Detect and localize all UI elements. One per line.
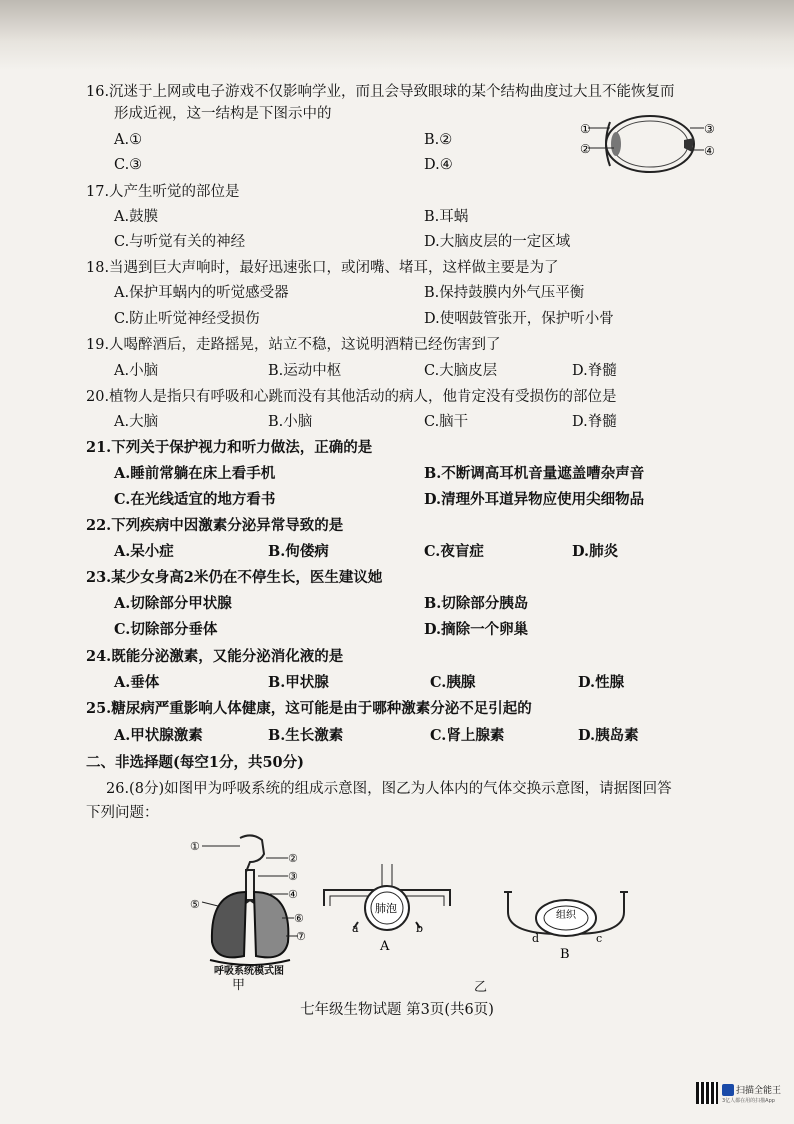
q23-option-a: A.切除部分甲状腺 <box>114 595 232 612</box>
resp-label-4: ④ <box>288 888 298 901</box>
q19-option-d: D.脊髓 <box>572 363 617 379</box>
resp-label-5: ⑤ <box>190 898 200 911</box>
q16-stem-line1: 16.沉迷于上网或电子游戏不仅影响学业，而且会导致眼球的某个结构曲度过大且不能恢复而 <box>86 84 675 100</box>
q25-option-a: A.甲状腺激素 <box>114 727 203 744</box>
exchange-d-label: d <box>532 932 540 945</box>
q16-option-c: C.③ <box>114 157 143 173</box>
scan-top-band <box>0 0 794 70</box>
alveolus-label: 肺泡 <box>375 902 397 915</box>
q17-stem: 17.人产生听觉的部位是 <box>86 184 240 200</box>
exchange-B-caption: B <box>560 947 570 962</box>
q20-option-b: B.小脑 <box>268 414 313 430</box>
q17-option-a: A.鼓膜 <box>114 209 159 225</box>
resp-label-3: ③ <box>288 870 298 883</box>
gas-exchange-alveolus-diagram <box>320 862 460 952</box>
q24-stem: 24.既能分泌激素，又能分泌消化液的是 <box>86 648 344 665</box>
q17-option-d: D.大脑皮层的一定区域 <box>424 234 571 250</box>
q26-stem-line1: 26.(8分)如图甲为呼吸系统的组成示意图，图乙为人体内的气体交换示意图，请据图回答 <box>106 781 672 797</box>
q16-stem-line2: 形成近视，这一结构是下图示中的 <box>114 106 332 122</box>
q25-option-b: B.生长激素 <box>268 727 344 744</box>
eye-label-1: ① <box>580 122 591 136</box>
resp-label-7: ⑦ <box>296 930 306 943</box>
q22-option-d: D.肺炎 <box>572 543 619 560</box>
eye-label-4: ④ <box>704 144 715 158</box>
q17-option-b: B.耳蜗 <box>424 209 469 225</box>
q23-option-b: B.切除部分胰岛 <box>424 595 529 612</box>
q18-option-a: A.保护耳蜗内的听觉感受器 <box>114 285 289 301</box>
q21-option-d: D.清理外耳道异物应使用尖细物品 <box>424 491 645 508</box>
q24-option-a: A.垂体 <box>114 674 160 691</box>
q21-option-a: A.睡前常躺在床上看手机 <box>114 465 276 482</box>
q17-option-c: C.与听觉有关的神经 <box>114 234 246 250</box>
q19-option-b: B.运动中枢 <box>268 363 342 379</box>
q20-option-d: D.脊髓 <box>572 414 617 430</box>
resp-label-1: ① <box>190 840 200 853</box>
fig-jia-label: 甲 <box>232 978 246 993</box>
q25-option-d: D.胰岛素 <box>578 727 639 744</box>
exchange-A-caption: A <box>380 939 390 952</box>
q20-stem: 20.植物人是指只有呼吸和心跳而没有其他活动的病人，他肯定没有受损伤的部位是 <box>86 389 617 405</box>
exchange-c-label: c <box>596 932 603 945</box>
q23-stem: 23.某少女身高2米仍在不停生长，医生建议她 <box>86 569 383 586</box>
scanner-watermark <box>696 1082 788 1110</box>
q20-option-a: A.大脑 <box>114 414 159 430</box>
q21-stem: 21.下列关于保护视力和听力做法，正确的是 <box>86 439 373 456</box>
q20-option-c: C.脑干 <box>424 414 469 430</box>
q19-option-a: A.小脑 <box>114 363 159 379</box>
watermark-title: 扫描全能王 <box>736 1086 782 1096</box>
q22-stem: 22.下列疾病中因激素分泌异常导致的是 <box>86 517 344 534</box>
q22-option-c: C.夜盲症 <box>424 543 484 560</box>
q16-option-a: A.① <box>114 132 143 148</box>
qr-code-icon <box>696 1082 718 1104</box>
q22-option-b: B.佝偻病 <box>268 543 329 560</box>
eye-label-3: ③ <box>704 122 715 136</box>
fig-yi-label: 乙 <box>474 980 488 995</box>
tissue-label: 组织 <box>556 910 576 921</box>
resp-label-6: ⑥ <box>294 912 304 925</box>
q21-option-c: C.在光线适宜的地方看书 <box>114 491 276 508</box>
q21-option-b: B.不断调高耳机音量遮盖嘈杂声音 <box>424 465 645 482</box>
q18-option-d: D.使咽鼓管张开，保护听小骨 <box>424 311 614 327</box>
q18-option-b: B.保持鼓膜内外气压平衡 <box>424 285 585 301</box>
eye-label-2: ② <box>580 142 591 156</box>
q23-option-d: D.摘除一个卵巢 <box>424 621 529 638</box>
watermark-subtitle: 3亿人都在用的扫描App <box>722 1098 775 1104</box>
q23-option-c: C.切除部分垂体 <box>114 621 218 638</box>
q18-option-c: C.防止听觉神经受损伤 <box>114 311 260 327</box>
page-footer: 七年级生物试题 第3页(共6页) <box>300 1002 494 1018</box>
q24-option-b: B.甲状腺 <box>268 674 329 691</box>
q18-stem: 18.当遇到巨大声响时，最好迅速张口，或闭嘴、堵耳，这样做主要是为了 <box>86 260 559 276</box>
q26-stem-line2: 下列问题： <box>86 805 159 821</box>
resp-label-2: ② <box>288 852 298 865</box>
q25-stem: 25.糖尿病严重影响人体健康，这可能是由于哪种激素分泌不足引起的 <box>86 700 532 717</box>
q24-option-d: D.性腺 <box>578 674 625 691</box>
q16-option-b: B.② <box>424 132 453 148</box>
gas-exchange-tissue-diagram <box>500 872 640 962</box>
q22-option-a: A.呆小症 <box>114 543 174 560</box>
q19-stem: 19.人喝醉酒后，走路摇晃，站立不稳，这说明酒精已经伤害到了 <box>86 337 501 353</box>
q25-option-c: C.肾上腺素 <box>430 727 505 744</box>
q24-option-c: C.胰腺 <box>430 674 476 691</box>
eye-diagram <box>580 108 720 178</box>
resp-caption: 呼吸系统模式图 <box>214 966 284 977</box>
exchange-a-label: a <box>352 922 359 935</box>
exchange-b-label: b <box>416 922 424 935</box>
q19-option-c: C.大脑皮层 <box>424 363 498 379</box>
q16-option-d: D.④ <box>424 157 453 173</box>
cs-logo-icon <box>722 1084 734 1096</box>
section-2-heading: 二、非选择题(每空1分，共50分) <box>86 754 304 771</box>
